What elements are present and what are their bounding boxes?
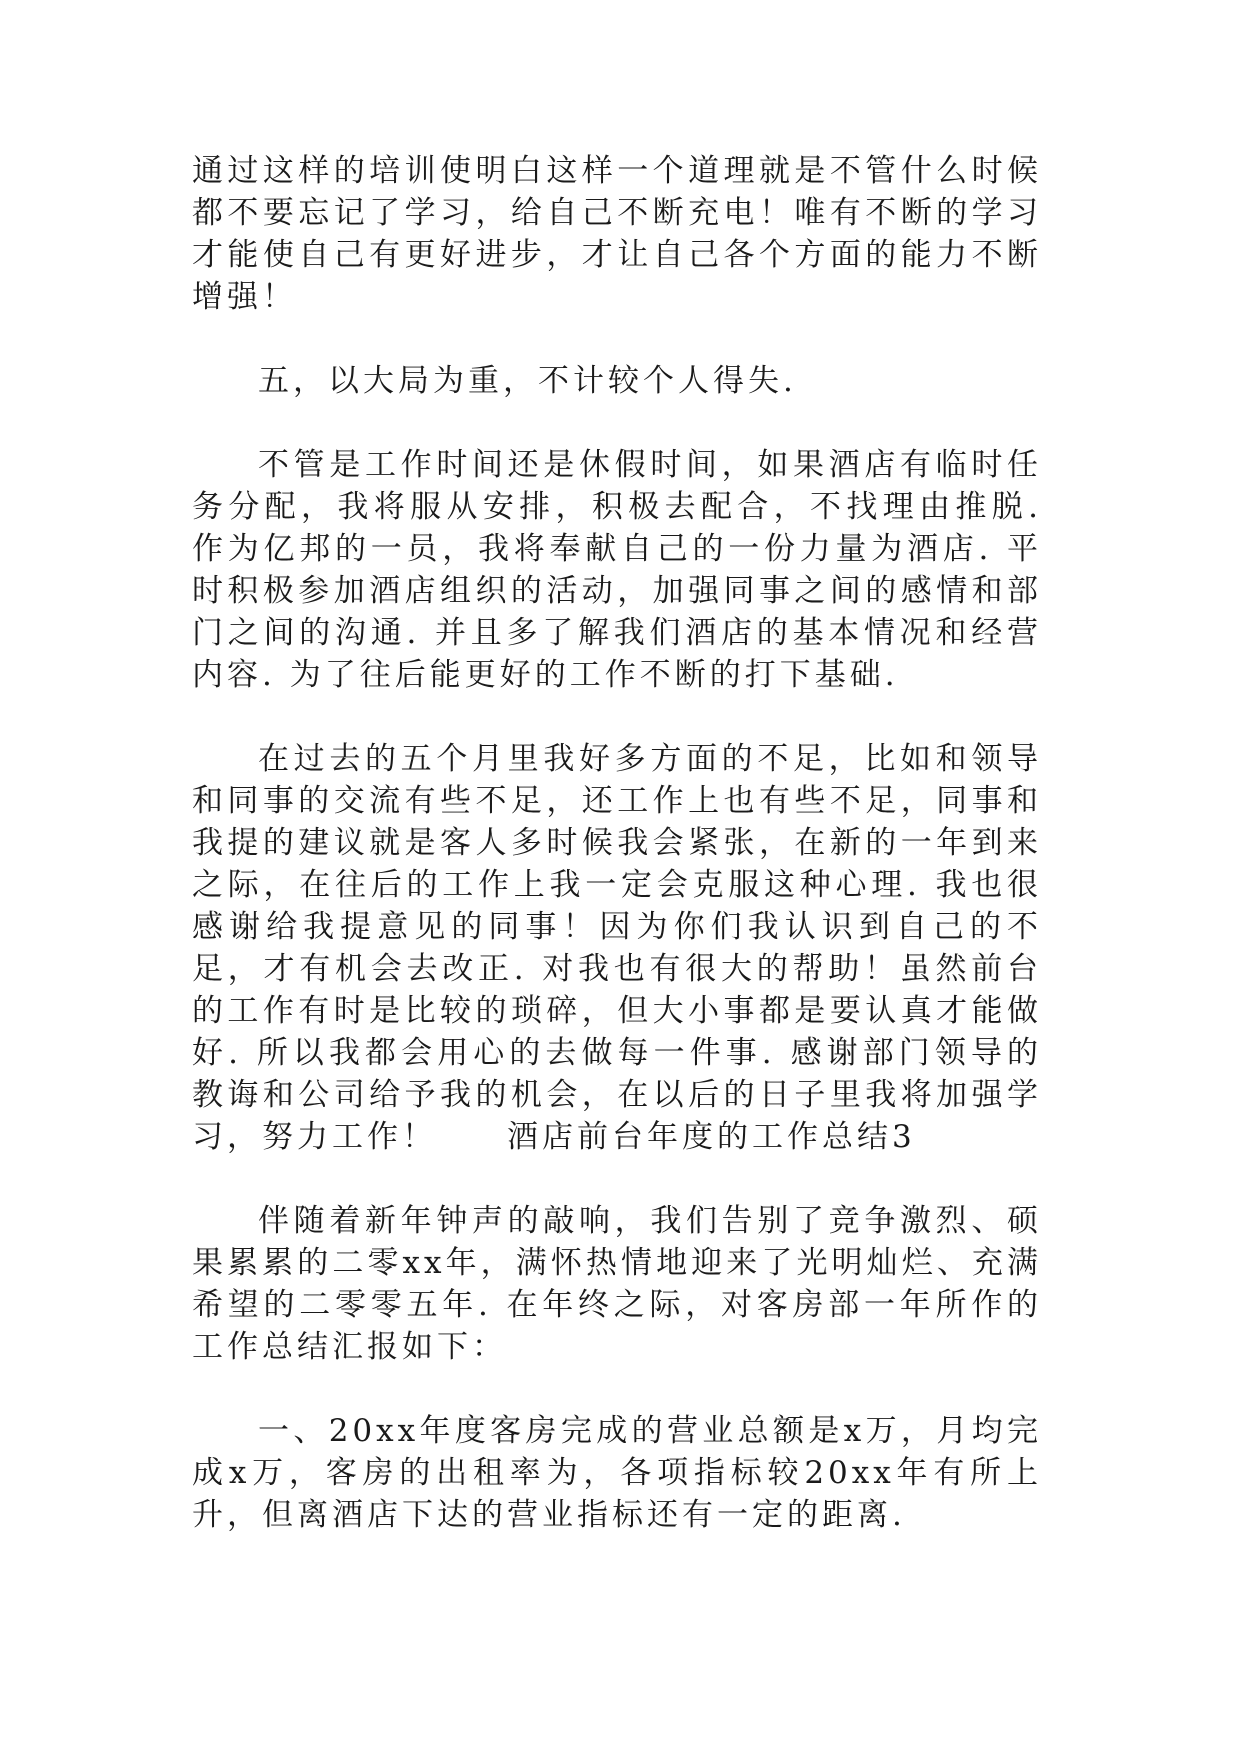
paragraph-shortcomings: 在过去的五个月里我好多方面的不足，比如和领导和同事的交流有些不足，还工作上也有些不足，同事和我提的建议就是客人多时候我会紧张，在新的一年到来之际，在往后的工作上我一定会克服这种心理. 我也很感谢给我提意见的同事！因为你们我认识到自己的不足，才有机会去改正. 对我也有很大的帮助！虽然前台的工作有时是比较的琐碎，但大小事都是要认真才能做好. 所以我都会用心的去做每一件事. 感谢部门领导的教诲和公司给予我的机会，在以后的日子里我将加强学习，努力工作！ 酒店前台年度的工作总结3 (192, 741, 1042, 1155)
paragraph-new-year: 伴随着新年钟声的敲响，我们告别了竞争激烈、硕果累累的二零xx年，满怀热情地迎来了光明灿烂、充满希望的二零零五年. 在年终之际，对客房部一年所作的工作总结汇报如下： (192, 1203, 1042, 1365)
paragraph-section-five-heading: 五，以大局为重，不计较个人得失. (258, 363, 797, 399)
paragraph-revenue-summary: 一、20xx年度客房完成的营业总额是x万，月均完成x万，客房的出租率为，各项指标较20xx年有所上升，但离酒店下达的营业指标还有一定的距离. (192, 1413, 1042, 1533)
document-body (192, 150, 1056, 1578)
paragraph-training: 通过这样的培训使明白这样一个道理就是不管什么时候都不要忘记了学习，给自己不断充电！唯有不断的学习才能使自己有更好进步，才让自己各个方面的能力不断增强！ (192, 153, 1042, 315)
paragraph-overall-interest: 不管是工作时间还是休假时间，如果酒店有临时任务分配，我将服从安排，积极去配合，不找理由推脱. 作为亿邦的一员，我将奉献自己的一份力量为酒店. 平时积极参加酒店组织的活动，加强同事之间的感情和部门之间的沟通. 并且多了解我们酒店的基本情况和经营内容. 为了往后能更好的工作不断的打下基础. (192, 447, 1056, 693)
